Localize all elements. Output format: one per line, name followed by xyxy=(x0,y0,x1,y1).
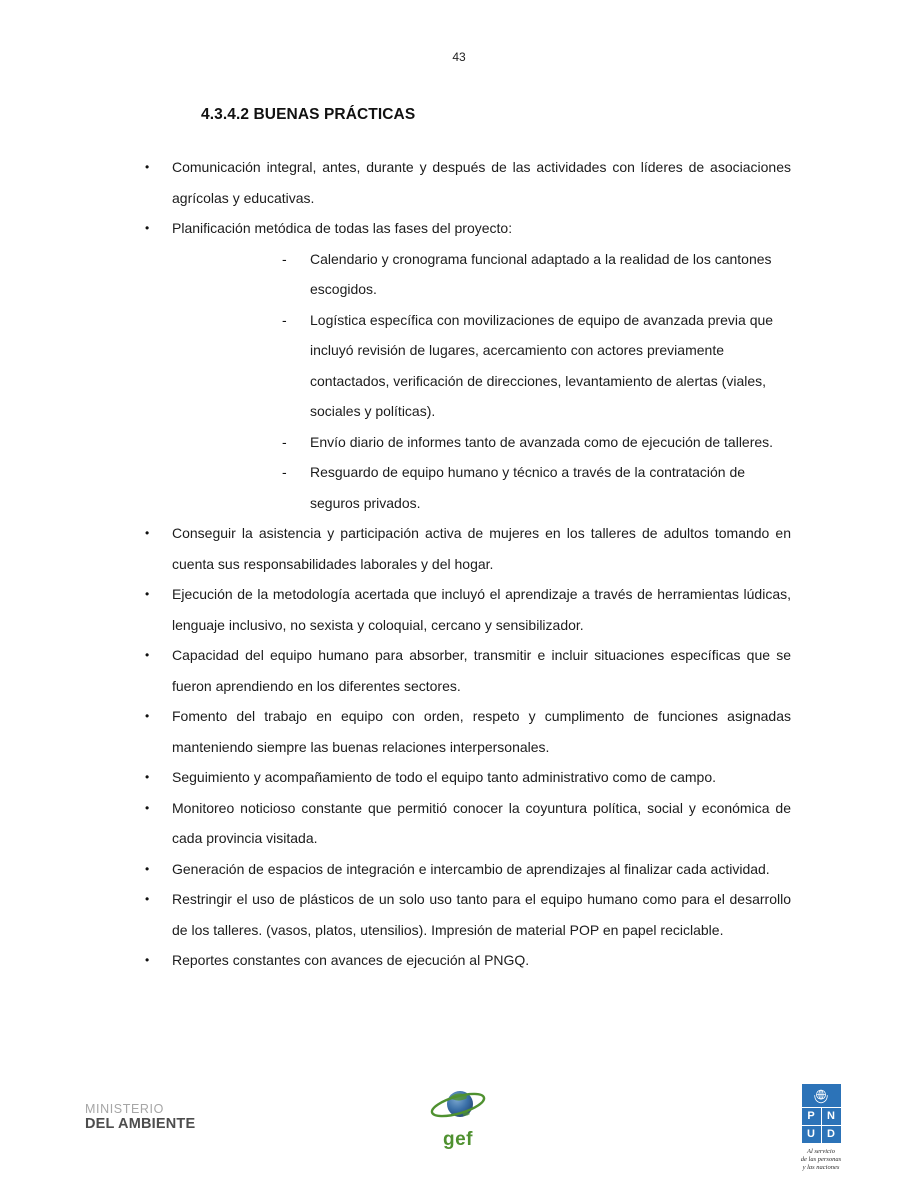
ministerio-ambiente-logo xyxy=(85,1103,195,1133)
bullet-marker-icon: • xyxy=(145,861,150,876)
ministerio-logo-line2: DEL AMBIENTE xyxy=(85,1115,196,1132)
bullet-item xyxy=(145,884,791,945)
bullet-text: Comunicación integral, antes, durante y después de las actividades con líderes de asociaciones agrícolas y educativas. xyxy=(172,159,791,206)
dash-marker-icon: - xyxy=(282,433,287,450)
bullet-text: Monitoreo noticioso constante que permitió conocer la coyuntura política, social y económica de cada provincia visitada. xyxy=(172,799,791,846)
section-heading: 4.3.4.2 BUENAS PRÁCTICAS xyxy=(201,106,416,123)
bullet-marker-icon: • xyxy=(145,770,150,784)
bullet-marker-icon: • xyxy=(145,892,150,906)
bullet-text: Conseguir la asistencia y participación activa de mujeres en los talleres de adultos tomando en cuenta sus responsabilidades laborales y del hogar. xyxy=(172,525,791,572)
sub-bullet-text: Envío diario de informes tanto de avanzada como de ejecución de talleres. xyxy=(310,433,774,450)
bullet-marker-icon: • xyxy=(145,160,150,174)
bullet-marker-icon: • xyxy=(145,587,150,601)
dash-marker-icon: - xyxy=(282,250,287,267)
bullet-text: Planificación metódica de todas las fases del proyecto: xyxy=(172,220,513,236)
sub-bullet-item xyxy=(282,457,791,518)
bullet-item xyxy=(145,793,791,854)
bullet-item xyxy=(145,152,791,213)
un-emblem-icon xyxy=(802,1084,841,1107)
pnud-tagline-line: de las personas xyxy=(800,1156,842,1163)
pnud-letter: D xyxy=(822,1126,841,1143)
page-footer xyxy=(0,1080,918,1188)
pnud-logo-box xyxy=(802,1084,841,1143)
bullet-item xyxy=(145,579,791,640)
bullet-marker-icon: • xyxy=(145,221,150,235)
gef-globe-icon xyxy=(427,1086,489,1133)
bullet-item xyxy=(145,213,791,244)
bullet-text: Ejecución de la metodología acertada que incluyó el aprendizaje a través de herramientas lúdicas, lenguaje inclusivo, no sexista y coloquial, cercano y sensibilizador. xyxy=(172,586,791,633)
bullet-text: Fomento del trabajo en equipo con orden, respeto y cumplimento de funciones asignadas manteniendo siempre las buenas relaciones interpersonales. xyxy=(172,708,791,755)
bullet-text: Capacidad del equipo humano para absorber, transmitir e incluir situaciones específicas que se fueron aprendiendo en los diferentes sectores. xyxy=(172,647,791,694)
bullet-marker-icon: • xyxy=(145,526,150,540)
bullet-text: Generación de espacios de integración e intercambio de aprendizajes al finalizar cada actividad. xyxy=(172,860,770,877)
pnud-letter: P xyxy=(802,1108,821,1125)
pnud-tagline-line: Al servicio xyxy=(807,1148,835,1155)
pnud-letter-grid xyxy=(802,1107,841,1143)
sub-bullet-item xyxy=(282,305,791,427)
ministerio-logo-line1: MINISTERIO xyxy=(85,1102,164,1116)
pnud-letter: U xyxy=(802,1126,821,1143)
pnud-letter: N xyxy=(822,1108,841,1125)
bullet-item xyxy=(145,762,791,793)
bullet-text: Seguimiento y acompañamiento de todo el equipo tanto administrativo como de campo. xyxy=(172,769,716,785)
gef-logo-label: gef xyxy=(443,1129,473,1150)
bullet-text: Restringir el uso de plásticos de un solo uso tanto para el equipo humano como para el desarrollo de los talleres. (vasos, platos, utensilios). Impresión de material POP en papel reciclable. xyxy=(172,891,791,938)
dash-marker-icon: - xyxy=(282,311,287,328)
bullet-item xyxy=(145,640,791,701)
bullet-item xyxy=(145,518,791,579)
sub-bullet-text: Calendario y cronograma funcional adaptado a la realidad de los cantones escogidos. xyxy=(310,250,772,297)
bullet-item xyxy=(145,701,791,762)
bullet-item xyxy=(145,945,791,976)
sub-bullet-text: Logística específica con movilizaciones de equipo de avanzada previa que incluyó revisión de lugares, acercamiento con actores previamente contactados, verificación de direcciones, levantamiento de alertas (viales, sociales y políticas). xyxy=(310,311,774,419)
gef-logo xyxy=(424,1086,492,1149)
bullet-item xyxy=(145,854,791,885)
pnud-logo xyxy=(799,1084,843,1172)
page-number: 43 xyxy=(452,50,466,64)
bullet-list xyxy=(145,152,791,976)
sub-bullet-item xyxy=(282,244,791,305)
sub-bullet-item xyxy=(282,427,791,458)
bullet-marker-icon: • xyxy=(145,800,150,815)
bullet-marker-icon: • xyxy=(145,709,150,723)
sub-bullet-text: Resguardo de equipo humano y técnico a través de la contratación de seguros privados. xyxy=(310,464,746,511)
dash-marker-icon: - xyxy=(282,464,287,480)
pnud-tagline-line: y las naciones xyxy=(802,1164,840,1171)
bullet-marker-icon: • xyxy=(145,648,150,662)
bullet-marker-icon: • xyxy=(145,953,150,967)
pnud-tagline xyxy=(801,1148,841,1172)
bullet-text: Reportes constantes con avances de ejecución al PNGQ. xyxy=(172,952,530,968)
